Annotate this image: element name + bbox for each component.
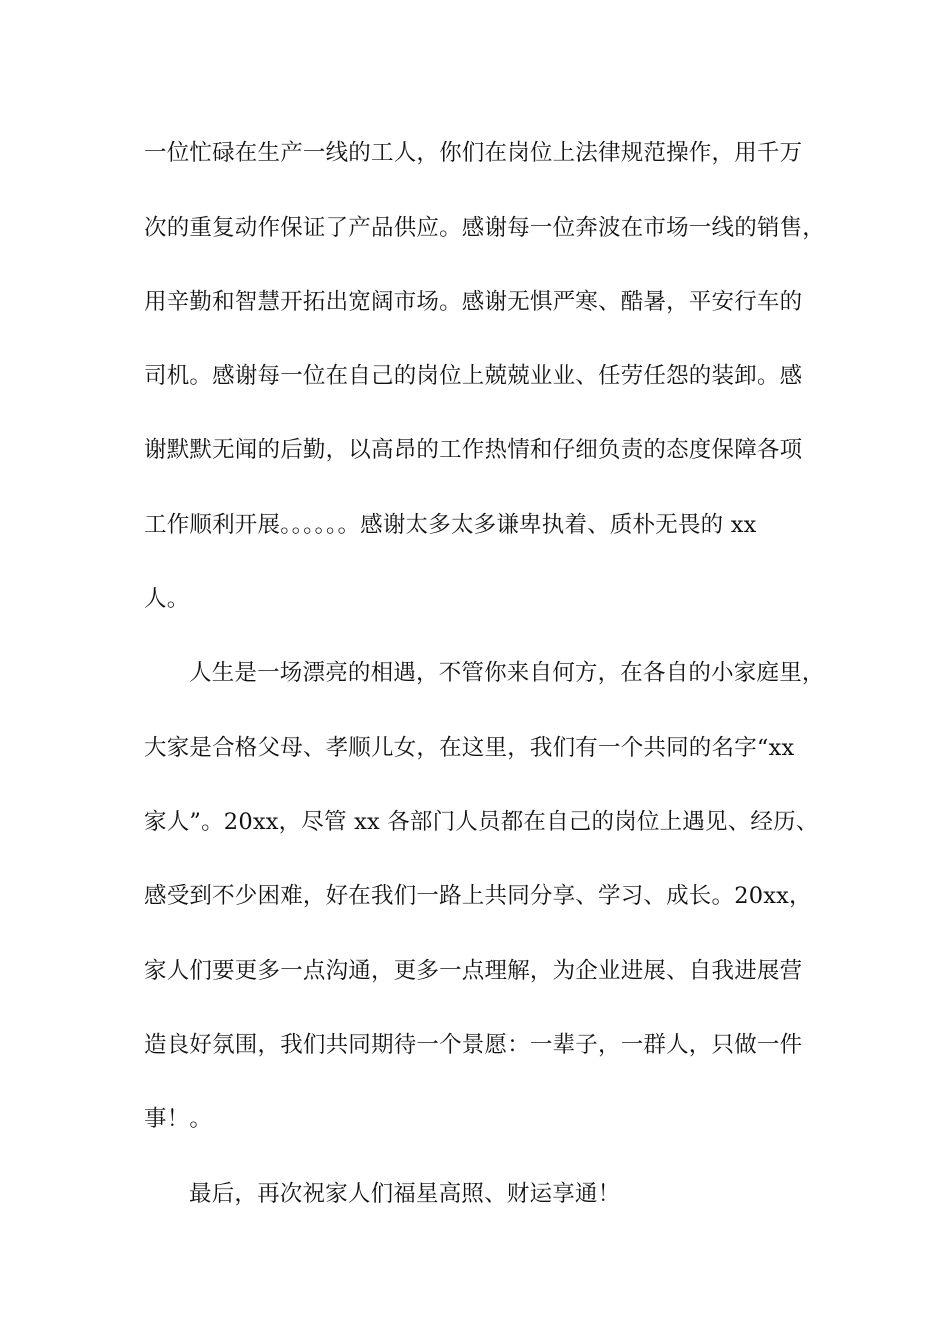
paragraph-2-line-1: 人生是一场漂亮的相遇，不管你来自何方，在各自的小家庭里， [189, 660, 825, 686]
paragraph-1-line-3: 用辛勤和智慧开拓出宽阔市场。感谢无惧严寒、酷暑，平安行车的 [144, 289, 803, 315]
paragraph-2-line-3: 家人”。20xx，尽管 xx 各部门人员都在自己的岗位上遇见、经历、 [144, 809, 819, 835]
paragraph-2-line-7: 事！。 [144, 1106, 213, 1132]
paragraph-2-line-4: 感受到不少困难，好在我们一路上共同分享、学习、成长。20xx， [144, 883, 812, 909]
paragraph-1-line-1: 一位忙碌在生产一线的工人，你们在岗位上法律规范操作，用千万 [144, 140, 803, 166]
paragraph-2-line-6: 造良好氛围，我们共同期待一个景愿：一辈子，一群人，只做一件 [144, 1032, 803, 1058]
paragraph-1-line-6: 工作顺利开展。。。。。。感谢太多太多谦卑执着、质朴无畏的 xx [144, 512, 757, 538]
paragraph-1-line-2: 次的重复动作保证了产品供应。感谢每一位奔波在市场一线的销售， [144, 215, 826, 241]
paragraph-2-line-2: 大家是合格父母、孝顺儿女，在这里，我们有一个共同的名字“xx [144, 735, 795, 761]
paragraph-1-line-7: 人。 [144, 586, 190, 612]
paragraph-1-line-4: 司机。感谢每一位在自己的岗位上兢兢业业、任劳任怨的装卸。感 [144, 363, 803, 389]
paragraph-1-line-5: 谢默默无闻的后勤，以高昂的工作热情和仔细负责的态度保障各项 [144, 437, 803, 463]
paragraph-2-line-5: 家人们要更多一点沟通，更多一点理解，为企业进展、自我进展营 [144, 958, 803, 984]
paragraph-3-line-1: 最后，再次祝家人们福星高照、财运享通！ [189, 1181, 621, 1207]
